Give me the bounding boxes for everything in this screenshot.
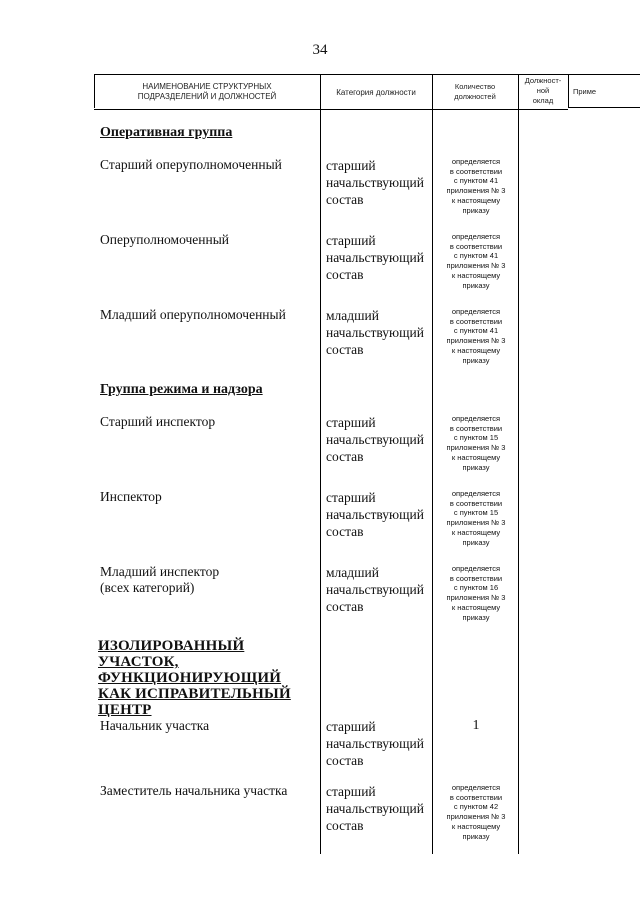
- quantity-line: с пунктом 15: [453, 433, 499, 443]
- quantity-line: приложения № 3: [446, 261, 506, 271]
- position-name: [100, 564, 316, 596]
- section-title: Оперативная группа: [100, 125, 233, 140]
- quantity-line: с пунктом 41: [453, 176, 499, 186]
- header-col1-line1: НАИМЕНОВАНИЕ СТРУКТУРНЫХ: [142, 82, 272, 91]
- column-divider: [518, 74, 519, 854]
- quantity-line: приложения № 3: [446, 518, 506, 528]
- header-salary: [518, 74, 568, 110]
- quantity-line: определяется: [451, 307, 501, 316]
- quantity-line: определяется: [451, 232, 501, 241]
- quantity-line: к настоящему: [451, 602, 501, 612]
- category-line: младший: [326, 308, 379, 323]
- header-col3-line2: должностей: [454, 92, 496, 101]
- quantity-line: приложения № 3: [446, 812, 506, 822]
- category-line: состав: [326, 524, 364, 539]
- position-name: Старший инспектор: [100, 414, 216, 429]
- position-category: [326, 489, 436, 540]
- quantity-line: в соответствии: [449, 423, 503, 433]
- quantity-line: приложения № 3: [446, 443, 506, 453]
- position-name: Инспектор: [100, 489, 162, 504]
- header-quantity: [432, 74, 518, 110]
- category-line: начальствующий: [326, 250, 424, 265]
- quantity-line: приложения № 3: [446, 336, 506, 346]
- quantity-line: в соответствии: [449, 498, 503, 508]
- column-divider: [94, 74, 95, 108]
- quantity-line: с пунктом 41: [453, 251, 499, 261]
- category-line: начальствующий: [326, 582, 424, 597]
- position-quantity: [436, 564, 516, 622]
- category-line: состав: [326, 449, 364, 464]
- position-line: Младший инспектор: [100, 564, 220, 579]
- position-quantity-number: 1: [472, 718, 480, 733]
- position-line: (всех категорий): [100, 580, 195, 595]
- category-line: начальствующий: [326, 325, 424, 340]
- category-line: начальствующий: [326, 801, 424, 816]
- category-line: начальствующий: [326, 736, 424, 751]
- quantity-line: в соответствии: [449, 166, 503, 176]
- position-name: Заместитель начальника участка: [100, 783, 288, 798]
- position-quantity: [436, 783, 516, 841]
- quantity-line: приказу: [462, 831, 490, 841]
- category-line: состав: [326, 599, 364, 614]
- header-col3-line1: Количество: [454, 82, 496, 91]
- category-line: начальствующий: [326, 507, 424, 522]
- quantity-line: с пунктом 42: [453, 802, 499, 812]
- section-title-line: КАК ИСПРАВИТЕЛЬНЫЙ: [98, 686, 291, 702]
- position-category: [326, 783, 436, 834]
- position-category: [326, 232, 436, 283]
- category-line: старший: [326, 784, 376, 799]
- category-line: состав: [326, 267, 364, 282]
- position-quantity: [436, 232, 516, 290]
- quantity-line: определяется: [451, 564, 501, 573]
- quantity-line: приложения № 3: [446, 186, 506, 196]
- quantity-line: к настоящему: [451, 527, 501, 537]
- category-line: старший: [326, 415, 376, 430]
- position-category: [326, 307, 436, 358]
- quantity-line: в соответствии: [449, 573, 503, 583]
- quantity-line: определяется: [451, 414, 501, 423]
- quantity-line: в соответствии: [449, 316, 503, 326]
- quantity-line: определяется: [451, 783, 501, 792]
- header-col4-line3: оклад: [532, 96, 554, 105]
- quantity-line: к настоящему: [451, 452, 501, 462]
- position-quantity: [436, 489, 516, 547]
- category-line: состав: [326, 342, 364, 357]
- category-line: состав: [326, 753, 364, 768]
- header-structural-units: [94, 74, 320, 110]
- position-name: Старший оперуполномоченный: [100, 157, 282, 172]
- position-category: [326, 414, 436, 465]
- category-line: младший: [326, 565, 379, 580]
- category-line: старший: [326, 719, 376, 734]
- position-category: [326, 718, 436, 769]
- position-quantity: [436, 157, 516, 215]
- category-line: состав: [326, 192, 364, 207]
- quantity-line: к настоящему: [451, 821, 501, 831]
- category-line: начальствующий: [326, 432, 424, 447]
- header-category: Категория должности: [320, 74, 432, 110]
- quantity-line: к настоящему: [451, 270, 501, 280]
- category-line: состав: [326, 818, 364, 833]
- section-title: Группа режима и надзора: [100, 382, 263, 397]
- section-title-isolated-unit: [98, 638, 323, 718]
- category-line: старший: [326, 490, 376, 505]
- quantity-line: в соответствии: [449, 241, 503, 251]
- position-quantity: [436, 307, 516, 365]
- position-category: [326, 157, 436, 208]
- quantity-line: с пунктом 16: [453, 583, 499, 593]
- header-col4-line2: ной: [536, 86, 550, 95]
- quantity-line: приказу: [462, 205, 490, 215]
- column-divider: [320, 74, 321, 854]
- position-category: [326, 564, 436, 615]
- quantity-line: приказу: [462, 612, 490, 622]
- category-line: начальствующий: [326, 175, 424, 190]
- position-name: Начальник участка: [100, 718, 210, 733]
- column-divider: [568, 74, 569, 108]
- position-name: Оперуполномоченный: [100, 232, 230, 247]
- section-title-line: ФУНКЦИОНИРУЮЩИЙ: [98, 670, 282, 686]
- position-name: Младший оперуполномоченный: [100, 307, 286, 322]
- quantity-line: приказу: [462, 355, 490, 365]
- section-title-line: ЦЕНТР: [98, 702, 152, 718]
- section-title-line: ИЗОЛИРОВАННЫЙ УЧАСТОК,: [98, 638, 245, 670]
- quantity-line: в соответствии: [449, 792, 503, 802]
- quantity-line: приказу: [462, 537, 490, 547]
- page-number: 34: [312, 42, 328, 58]
- quantity-line: приказу: [462, 462, 490, 472]
- quantity-line: к настоящему: [451, 345, 501, 355]
- quantity-line: определяется: [451, 489, 501, 498]
- quantity-line: приказу: [462, 280, 490, 290]
- quantity-line: к настоящему: [451, 195, 501, 205]
- quantity-line: определяется: [451, 157, 501, 166]
- quantity-line: с пунктом 15: [453, 508, 499, 518]
- quantity-line: приложения № 3: [446, 593, 506, 603]
- header-notes: Приме: [568, 74, 640, 108]
- category-line: старший: [326, 233, 376, 248]
- category-line: старший: [326, 158, 376, 173]
- header-col1-line2: ПОДРАЗДЕЛЕНИЙ И ДОЛЖНОСТЕЙ: [137, 92, 277, 101]
- header-col4-line1: Должност-: [524, 76, 562, 85]
- position-quantity: [436, 414, 516, 472]
- quantity-line: с пунктом 41: [453, 326, 499, 336]
